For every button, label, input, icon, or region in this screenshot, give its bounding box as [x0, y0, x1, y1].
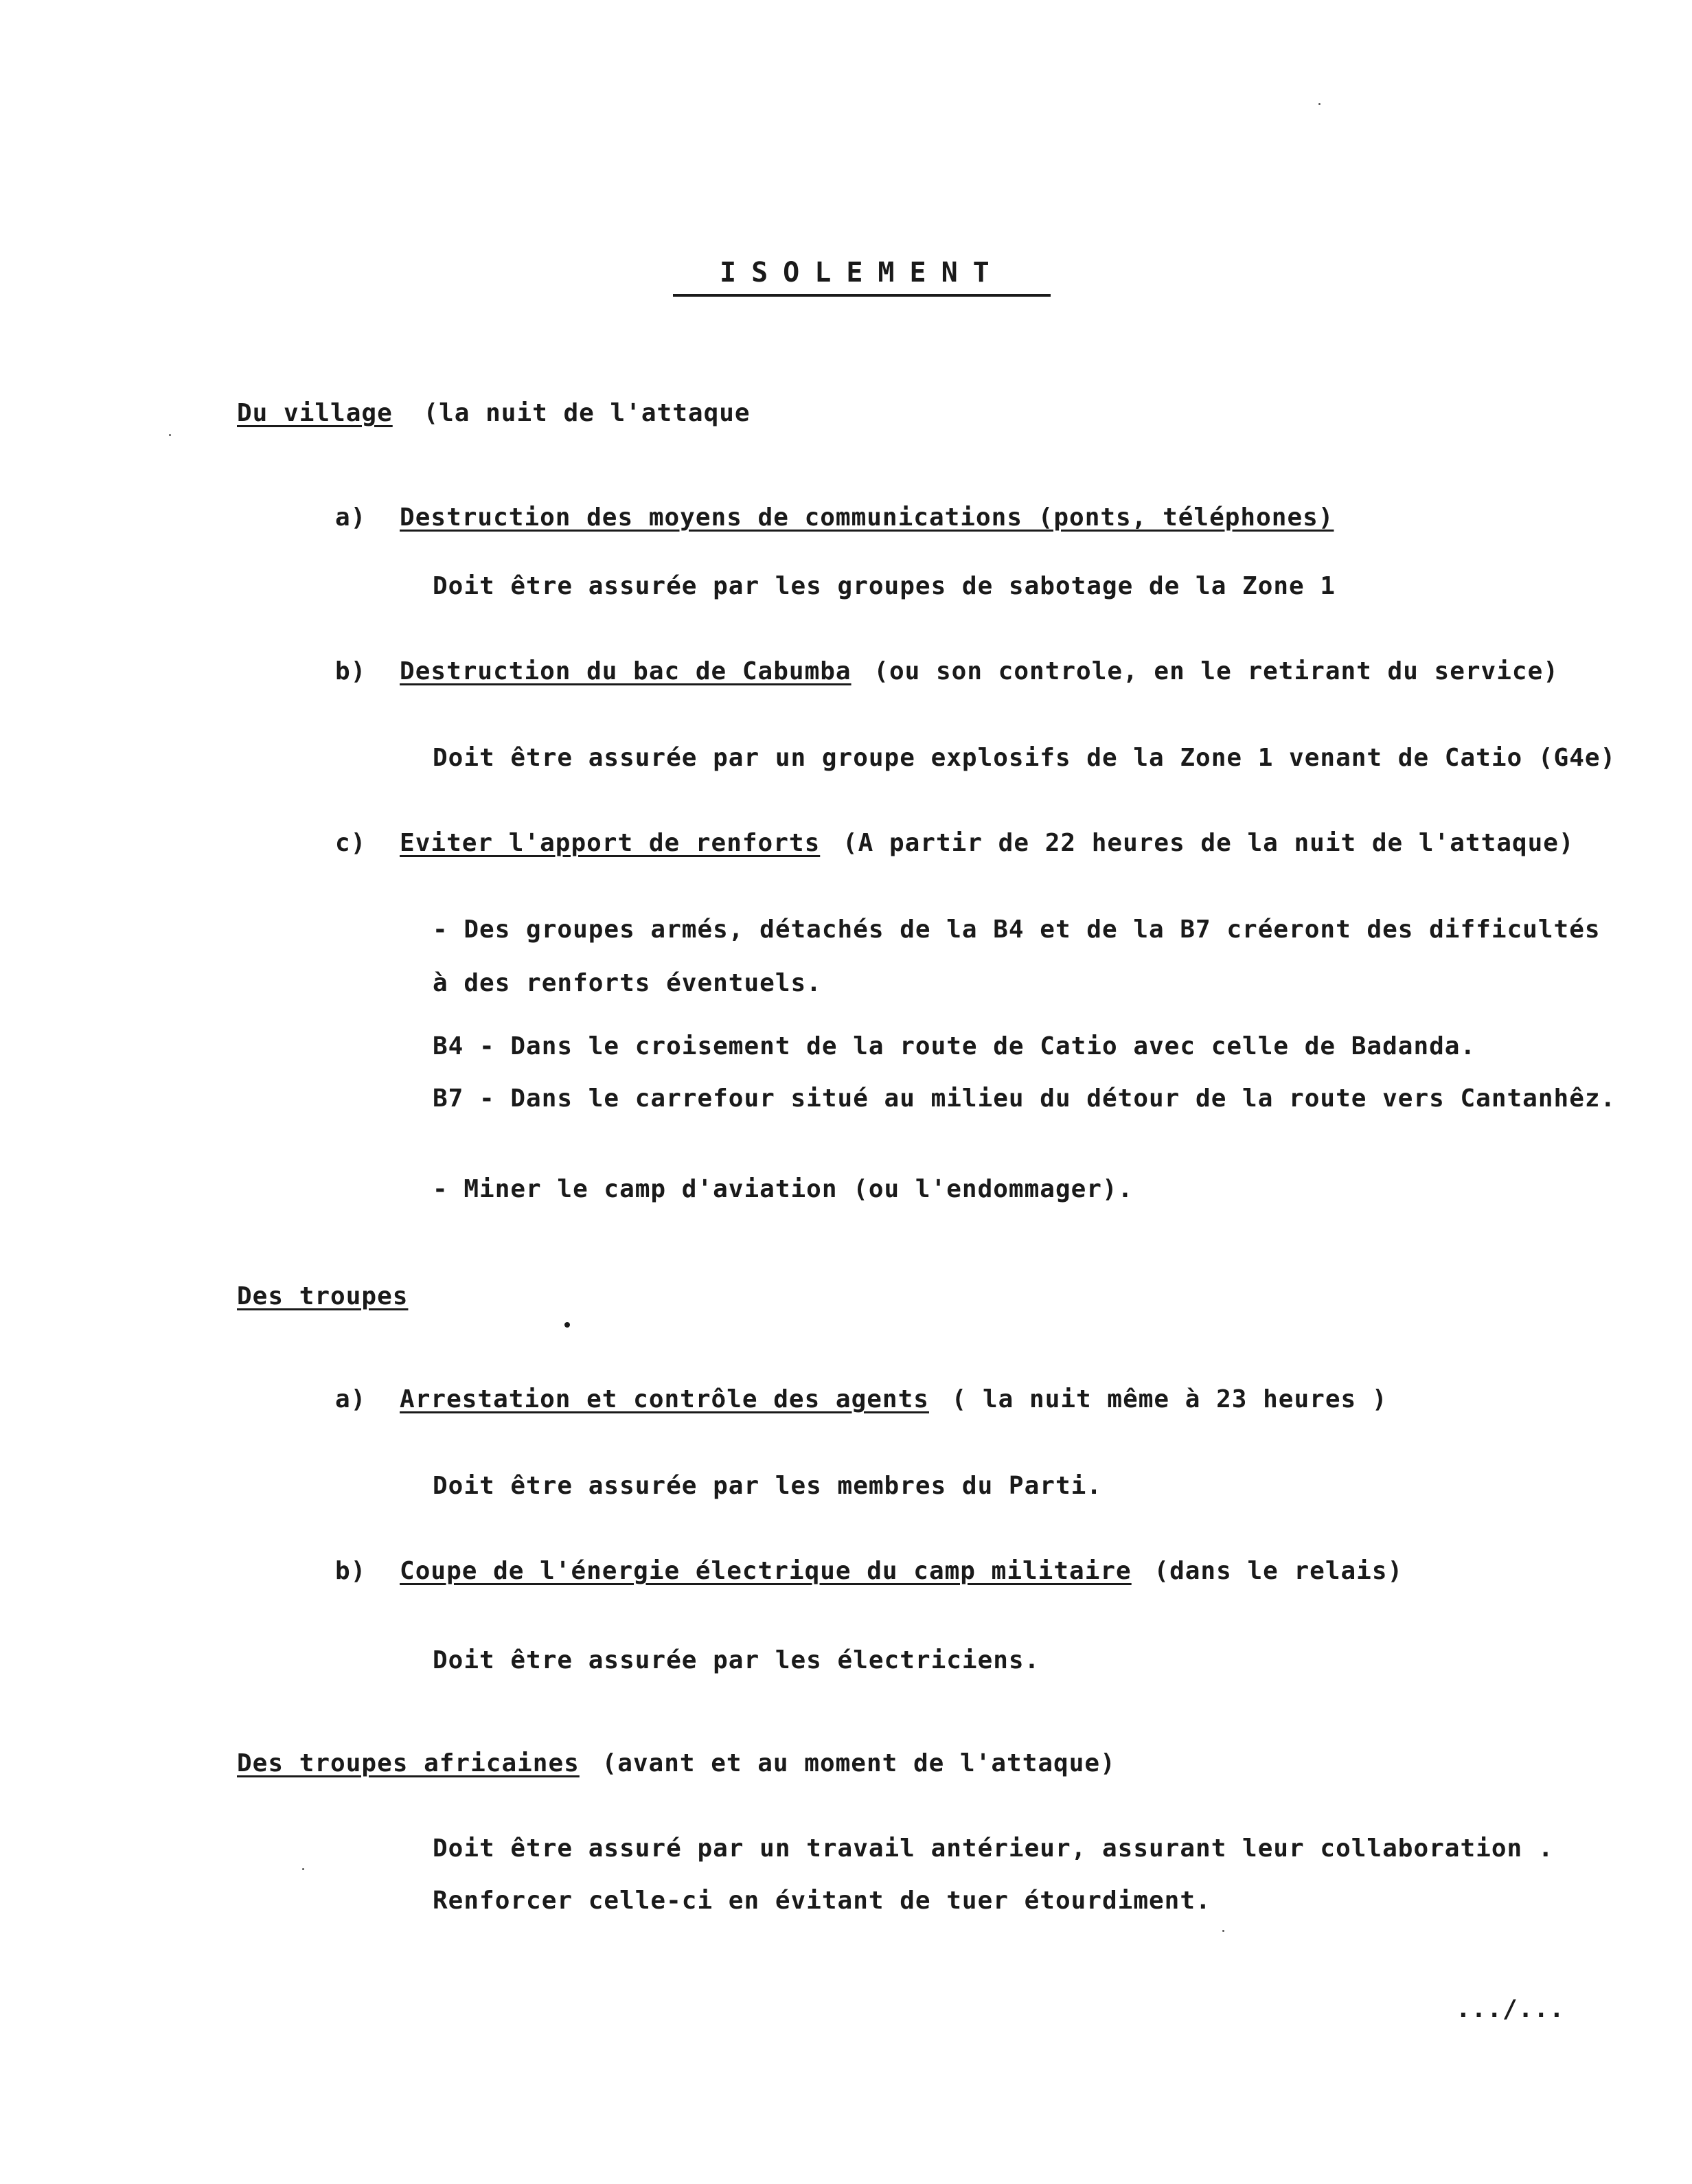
scan-speck: [1222, 1930, 1224, 1932]
village-heading-note: (la nuit de l'attaque: [423, 399, 751, 427]
continuation-mark: .../...: [1456, 1995, 1565, 2023]
troops-a-note: ( la nuit même à 23 heures ): [951, 1385, 1388, 1413]
african-line2: Renforcer celle-ci en évitant de tuer étourdiment.: [433, 1887, 1211, 1915]
troops-b-note: (dans le relais): [1154, 1557, 1404, 1585]
village-item-a: [335, 503, 1334, 533]
village-b-body: Doit être assurée par un groupe explosifs de la Zone 1 venant de Catio (G4e): [433, 744, 1616, 772]
african-line1: Doit être assuré par un travail antérieur, assurant leur collaboration .: [433, 1834, 1554, 1863]
village-c-mine: - Miner le camp d'aviation (ou l'endommager).: [433, 1175, 1134, 1203]
village-a-title: Destruction des moyens de communications (ponts, téléphones): [400, 503, 1334, 532]
troops-a-body: Doit être assurée par les membres du Parti.: [433, 1472, 1102, 1500]
village-c-b7: B7 - Dans le carrefour situé au milieu du détour de la route vers Cantanhêz.: [433, 1084, 1616, 1113]
section-heading-troops: [237, 1282, 408, 1312]
troops-b-title: Coupe de l'énergie électrique du camp militaire: [400, 1557, 1132, 1585]
village-a-body: Doit être assurée par les groupes de sabotage de la Zone 1: [433, 572, 1336, 600]
troops-b-body: Doit être assurée par les électriciens.: [433, 1646, 1040, 1674]
village-a-marker: a): [335, 503, 367, 532]
section-heading-village: [237, 398, 751, 429]
african-heading: Des troupes africaines: [237, 1749, 580, 1777]
troops-item-b: [335, 1556, 1403, 1586]
troops-heading: Des troupes: [237, 1282, 409, 1310]
troops-item-a: [335, 1385, 1388, 1415]
village-item-c: [335, 828, 1575, 858]
village-b-title: Destruction du bac de Cabumba: [400, 657, 851, 685]
village-c-note: (A partir de 22 heures de la nuit de l'attaque): [842, 829, 1575, 857]
troops-b-marker: b): [335, 1557, 367, 1585]
village-heading: Du village: [237, 399, 393, 427]
troops-a-title: Arrestation et contrôle des agents: [400, 1385, 929, 1413]
section-heading-african: [237, 1749, 1116, 1779]
scan-speck: [169, 434, 171, 436]
scan-speck: [1318, 103, 1321, 105]
african-note: (avant et au moment de l'attaque): [602, 1749, 1116, 1777]
title-underline: [673, 294, 1051, 297]
page-title: ISOLEMENT: [720, 257, 1005, 288]
troops-a-marker: a): [335, 1385, 367, 1413]
village-c-line1: - Des groupes armés, détachés de la B4 et de la B7 créeront des difficultés: [433, 915, 1601, 944]
village-c-title: Eviter l'apport de renforts: [400, 829, 821, 857]
ink-speck: [564, 1322, 570, 1328]
village-c-b4: B4 - Dans le croisement de la route de Catio avec celle de Badanda.: [433, 1032, 1476, 1060]
village-item-b: [335, 657, 1559, 687]
village-c-marker: c): [335, 829, 367, 857]
village-b-note: (ou son controle, en le retirant du service): [873, 657, 1559, 685]
village-c-line2: à des renforts éventuels.: [433, 969, 822, 997]
village-b-marker: b): [335, 657, 367, 685]
scan-speck: [302, 1868, 304, 1870]
